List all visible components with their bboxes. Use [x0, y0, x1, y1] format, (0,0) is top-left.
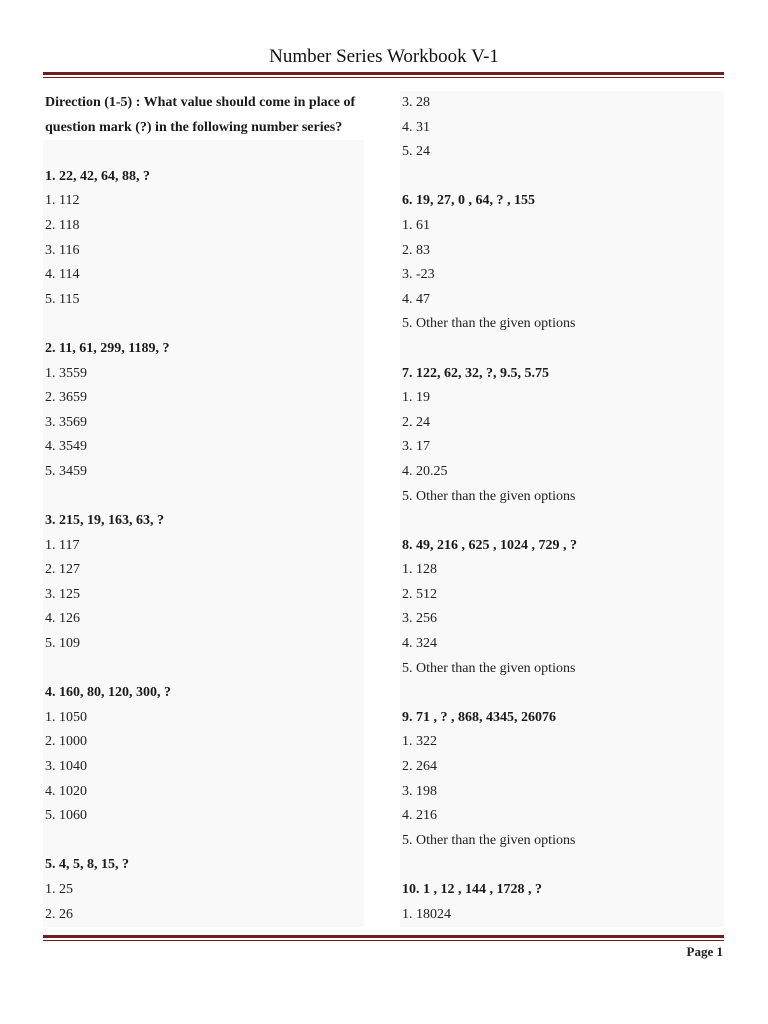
q7-option-1: 1. 19 [402, 390, 430, 406]
q7-option-2: 2. 24 [402, 414, 430, 430]
right-column [400, 91, 724, 927]
question-5: 5. 4, 5, 8, 15, ? [45, 857, 129, 873]
q4-option-1: 1. 1050 [45, 709, 87, 725]
q8-option-1: 1. 128 [402, 562, 437, 578]
question-1: 1. 22, 42, 64, 88, ? [45, 168, 150, 184]
q4-option-4: 4. 1020 [45, 783, 87, 799]
direction-line-2: question mark (?) in the following number series? [45, 119, 343, 135]
q3-option-4: 4. 126 [45, 611, 80, 627]
q3-option-5: 5. 109 [45, 636, 80, 652]
q9-option-2: 2. 264 [402, 759, 437, 775]
q6-option-5: 5. Other than the given options [402, 316, 576, 332]
q9-option-3: 3. 198 [402, 783, 437, 799]
question-4: 4. 160, 80, 120, 300, ? [45, 685, 171, 701]
q6-option-2: 2. 83 [402, 242, 430, 258]
q9-option-4: 4. 216 [402, 808, 437, 824]
footer-rule-thick [43, 935, 724, 938]
q3-option-1: 1. 117 [45, 537, 80, 553]
q8-option-2: 2. 512 [402, 586, 437, 602]
q2-option-5: 5. 3459 [45, 463, 87, 479]
question-6: 6. 19, 27, 0 , 64, ? , 155 [402, 193, 535, 209]
q7-option-3: 3. 17 [402, 439, 430, 455]
q6-option-4: 4. 47 [402, 291, 430, 307]
question-3: 3. 215, 19, 163, 63, ? [45, 513, 164, 529]
q9-option-5: 5. Other than the given options [402, 832, 576, 848]
footer-rule-thin [43, 940, 724, 941]
q4-option-5: 5. 1060 [45, 808, 87, 824]
q1-option-4: 4. 114 [45, 267, 80, 283]
q5-option-1: 1. 25 [45, 882, 73, 897]
q5-option-3: 3. 28 [402, 95, 430, 110]
q1-option-5: 5. 115 [45, 291, 80, 307]
q4-option-2: 2. 1000 [45, 734, 87, 750]
header-rule-thin [43, 77, 724, 78]
q1-option-2: 2. 118 [45, 217, 80, 233]
q6-option-3: 3. -23 [402, 267, 435, 283]
q2-option-3: 3. 3569 [45, 414, 87, 430]
question-8: 8. 49, 216 , 625 , 1024 , 729 , ? [402, 537, 577, 553]
q3-option-2: 2. 127 [45, 562, 80, 578]
q2-option-1: 1. 3559 [45, 365, 87, 381]
left-column [43, 91, 364, 927]
q4-option-3: 3. 1040 [45, 759, 87, 775]
question-9: 9. 71 , ? , 868, 4345, 26076 [402, 709, 556, 725]
q8-option-4: 4. 324 [402, 636, 437, 652]
question-7: 7. 122, 62, 32, ?, 9.5, 5.75 [402, 365, 549, 381]
q8-option-3: 3. 256 [402, 611, 437, 627]
q5-option-2: 2. 26 [45, 906, 73, 922]
q5-option-4: 4. 31 [402, 119, 430, 135]
header-rule-thick [43, 72, 724, 75]
q9-option-1: 1. 322 [402, 734, 437, 750]
q1-option-1: 1. 112 [45, 193, 80, 209]
q2-option-2: 2. 3659 [45, 390, 87, 406]
q3-option-3: 3. 125 [45, 586, 80, 602]
question-10: 10. 1 , 12 , 144 , 1728 , ? [402, 882, 542, 897]
q7-option-4: 4. 20.25 [402, 463, 448, 479]
q5-option-5: 5. 24 [402, 144, 430, 160]
direction-line-1: Direction (1-5) : What value should come in place of [45, 95, 356, 110]
direction-block [43, 91, 364, 140]
q1-option-3: 3. 116 [45, 242, 80, 258]
q10-option-1: 1. 18024 [402, 906, 451, 922]
q6-option-1: 1. 61 [402, 217, 430, 233]
q2-option-4: 4. 3549 [45, 439, 87, 455]
question-2: 2. 11, 61, 299, 1189, ? [45, 340, 170, 356]
page-title: Number Series Workbook V-1 [269, 46, 499, 67]
q7-option-5: 5. Other than the given options [402, 488, 576, 504]
q8-option-5: 5. Other than the given options [402, 660, 576, 676]
page-number: Page 1 [686, 944, 723, 959]
